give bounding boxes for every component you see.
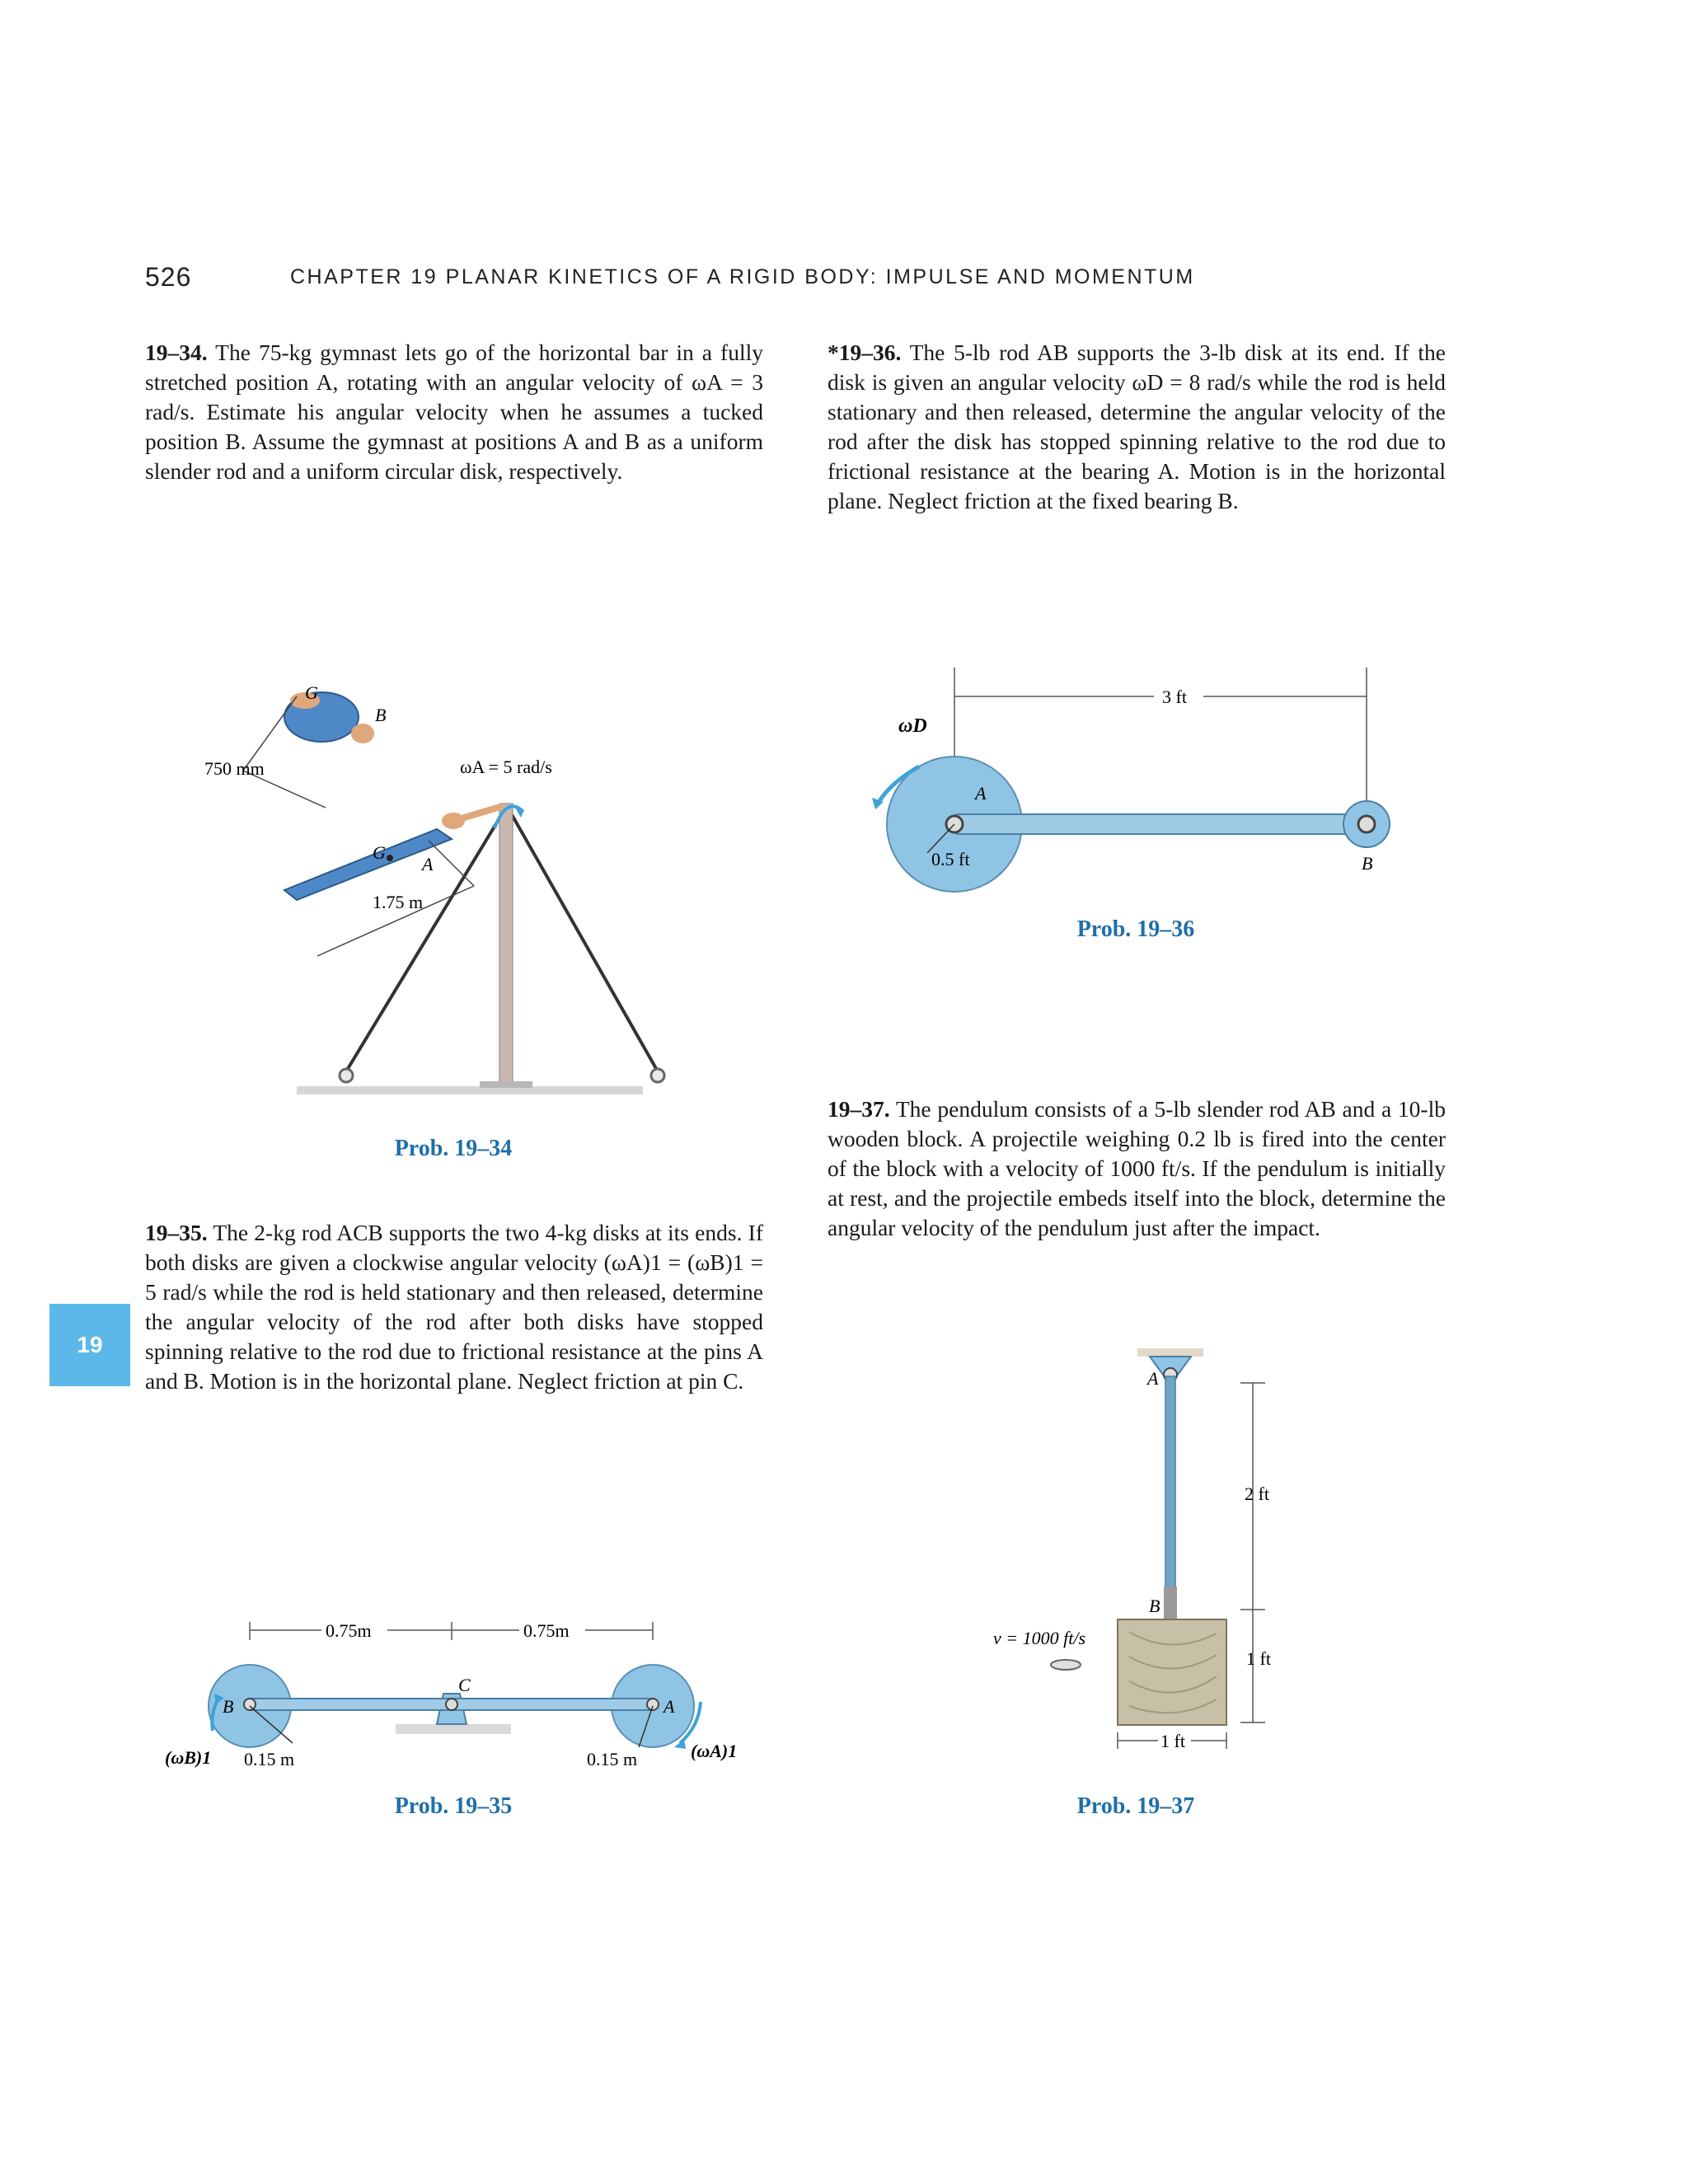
problem-text: The pendulum consists of a 5-lb slender rod AB and a 10-lb wooden block. A projectile weighing 0.2 lb is fired into the center of the block with a velocity of 1000 ft/s. If the pendulum is initially at rest, and the projectile embeds itself into the block, determine the angular velocity of the pendulum just after the impact. xyxy=(828,1096,1446,1240)
label-g-stretched: G xyxy=(373,842,386,863)
projectile xyxy=(1051,1660,1081,1670)
figure-19-36 xyxy=(874,668,1434,882)
problem-19-34 xyxy=(145,338,763,486)
label-c: C xyxy=(458,1675,471,1695)
omega-b: (ωB)1 xyxy=(165,1747,212,1768)
caption-19-34: Prob. 19–34 xyxy=(394,1136,513,1161)
pendulum-rod xyxy=(1165,1376,1175,1615)
caption-19-35: Prob. 19–35 xyxy=(394,1793,513,1819)
dim-rod: 2 ft xyxy=(1245,1483,1269,1504)
label-a: A xyxy=(975,783,987,804)
bar-pole xyxy=(499,804,513,1084)
problem-19-36 xyxy=(828,338,1446,516)
dim-tucked: 750 mm xyxy=(204,758,265,779)
omega-d: ωD xyxy=(898,715,927,737)
chapter-title: CHAPTER 19 PLANAR KINETICS OF A RIGID BODY: IMPULSE AND MOMENTUM xyxy=(290,265,1195,288)
label-b: B xyxy=(375,705,387,725)
caption-19-37: Prob. 19–37 xyxy=(1076,1793,1195,1819)
problem-text: The 75-kg gymnast lets go of the horizontal bar in a fully stretched position A, rotating with an angular velocity of ωA = 3 rad/s. Estimate his angular velocity when he assumes a tucked position B. Assume the gymnast at positions A and B as a uniform slender rod and a uniform circular disk, respectively. xyxy=(145,340,763,484)
problem-number: 19–37. xyxy=(828,1096,890,1122)
problem-number: *19–36. xyxy=(828,340,902,365)
omega-a: (ωA)1 xyxy=(691,1741,738,1761)
omega-label: ωA = 5 rad/s xyxy=(460,757,552,777)
dim-block-h: 1 ft xyxy=(1246,1648,1271,1669)
problem-19-37 xyxy=(828,1094,1446,1243)
dim-stretched: 1.75 m xyxy=(373,892,424,912)
problem-number: 19–35. xyxy=(145,1220,208,1245)
label-b: B xyxy=(223,1696,234,1717)
figure-19-34 xyxy=(190,684,717,1113)
label-b: B xyxy=(1149,1596,1160,1616)
label-g-tucked: G xyxy=(305,682,318,703)
ground xyxy=(297,1086,643,1094)
problem-19-35 xyxy=(145,1218,763,1396)
page-number: 526 xyxy=(145,262,192,292)
anchor-right xyxy=(651,1069,664,1082)
radius-left: 0.15 m xyxy=(244,1749,295,1769)
radius-right: 0.15 m xyxy=(587,1749,638,1769)
label-a: A xyxy=(422,854,434,874)
dim-right: 0.75m xyxy=(523,1620,570,1641)
label-a: A xyxy=(1147,1368,1159,1389)
dim-length: 3 ft xyxy=(1162,687,1187,707)
velocity: v = 1000 ft/s xyxy=(993,1628,1086,1648)
chapter-tab: 19 xyxy=(49,1304,130,1386)
dim-left: 0.75m xyxy=(326,1620,372,1641)
problem-text: The 2-kg rod ACB supports the two 4-kg disks at its ends. If both disks are given a clockwise angular velocity (ωA)1 = (ωB)1 = 5 rad/s while the rod is held stationary and then released, determine the angular velocity of the rod after both disks have stopped spinning relative to the rod due to frictional resistance at the pins A and B. Motion is in the horizontal plane. Neglect friction at pin C. xyxy=(145,1220,763,1394)
label-a: A xyxy=(663,1696,675,1717)
radius: 0.5 ft xyxy=(931,849,970,869)
problem-number: 19–34. xyxy=(145,340,208,365)
dim-block-w: 1 ft xyxy=(1160,1731,1185,1751)
page-header xyxy=(145,262,1546,295)
figure-19-35 xyxy=(165,1615,758,1780)
figure-19-37 xyxy=(989,1343,1335,1772)
problem-text: The 5-lb rod AB supports the 3-lb disk at its end. If the disk is given an angular velocity ωD = 8 rad/s while the rod is held stationary and then released, determine the angular velocity of the rod after the disk has stopped spinning relative to the rod due to frictional resistance at the bearing A. Motion is in the horizontal plane. Neglect friction at the fixed bearing B. xyxy=(828,340,1446,513)
caption-19-36: Prob. 19–36 xyxy=(1076,916,1195,942)
rod xyxy=(950,814,1366,834)
anchor-left xyxy=(340,1069,353,1082)
label-b: B xyxy=(1362,853,1373,874)
